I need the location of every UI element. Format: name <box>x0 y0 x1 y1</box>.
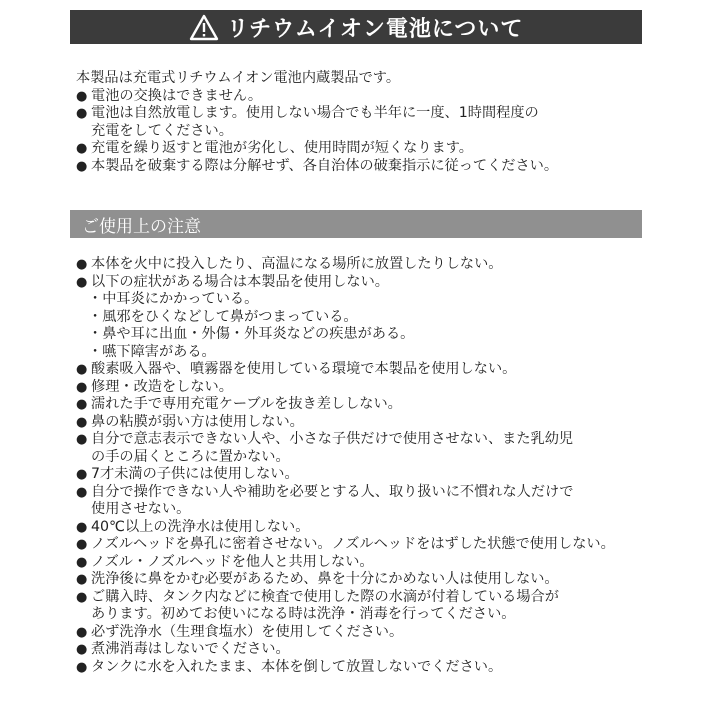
list-item: ● 本製品を破棄する際は分解せず、各自治体の破棄指示に従ってください。 <box>76 157 559 174</box>
sub-list-item: ・嚥下障害がある。 <box>88 343 216 360</box>
list-item-continuation: 充電をしてください。 <box>91 122 233 139</box>
bullet: ● <box>76 554 88 570</box>
sub-list-item: ・中耳炎にかかっている。 <box>88 291 259 307</box>
list-item: ● 電池の交換はできません。 <box>76 87 263 104</box>
battery-section-header <box>70 10 642 44</box>
list-item: ● ご購入時、タンク内などに検査で使用した際の水滴が付着している場合が <box>76 588 559 605</box>
bullet: ● <box>76 537 88 552</box>
warning-triangle-icon <box>189 14 219 41</box>
sub-list-item: ・鼻や耳に出血・外傷・外耳炎などの疾患がある。 <box>88 326 415 342</box>
list-item: ● 洗浄後に鼻をかむ必要があるため、鼻を十分にかめない人は使用しない。 <box>76 571 559 587</box>
bullet: ● <box>76 572 88 587</box>
usage-notes-block <box>76 256 653 676</box>
bullet: ● <box>76 397 88 412</box>
list-item: ● タンクに水を入れたまま、本体を倒して放置しないでください。 <box>76 658 503 675</box>
battery-intro: 本製品は充電式リチウムイオン電池内蔵製品です。 <box>76 70 401 86</box>
usage-notes-title: ご使用上の注意 <box>82 216 201 237</box>
bullet: ● <box>76 519 88 535</box>
list-item-continuation: の手の届くところに置かない。 <box>91 448 290 465</box>
bullet: ● <box>76 659 88 675</box>
sub-list-item: ・風邪をひくなどして鼻がつまっている。 <box>88 308 358 325</box>
bullet: ● <box>76 624 88 640</box>
bullet: ● <box>76 589 88 605</box>
list-item: ● 以下の症状がある場合は本製品を使用しない。 <box>76 273 389 290</box>
list-item: ● 充電を繰り返すと電池が劣化し、使用時間が短くなります。 <box>76 140 473 156</box>
list-item: ● 鼻の粘膜が弱い方は使用しない。 <box>76 413 304 430</box>
bullet: ● <box>76 362 88 377</box>
bullet: ● <box>76 432 88 447</box>
bullet: ● <box>76 88 88 104</box>
list-item-continuation: 使用させない。 <box>91 501 191 517</box>
bullet: ● <box>76 414 88 430</box>
list-item: ● ノズル・ノズルヘッドを他人と共用しない。 <box>76 553 374 570</box>
bullet: ● <box>76 257 88 272</box>
bullet: ● <box>76 141 88 156</box>
bullet: ● <box>76 106 88 121</box>
usage-notes-header <box>70 210 642 238</box>
list-item: ● 自分で意志表示できない人や、小さな子供だけで使用させない、また乳幼児 <box>76 431 574 447</box>
battery-info-block <box>76 70 653 175</box>
list-item: ● 電池は自然放電します。使用しない場合でも半年に一度、1時間程度の <box>76 105 539 121</box>
list-item: ● 濡れた手で専用充電ケーブルを抜き差ししない。 <box>76 396 402 412</box>
bullet: ● <box>76 467 88 482</box>
list-item: ● 酸素吸入器や、噴霧器を使用している環境で本製品を使用しない。 <box>76 361 517 377</box>
list-item: ● 自分で操作できない人や補助を必要とする人、取り扱いに不慣れな人だけで <box>76 483 574 500</box>
list-item: ● 本体を火中に投入したり、高温になる場所に放置したりしない。 <box>76 256 503 272</box>
battery-section-title: リチウムイオン電池について <box>226 16 524 42</box>
list-item-continuation: あります。初めてお使いになる時は洗浄・消毒を行ってください。 <box>91 606 516 622</box>
list-item: ● 煮沸消毒はしないでください。 <box>76 641 290 657</box>
list-item: ● 修理・改造をしない。 <box>76 378 233 395</box>
bullet: ● <box>76 642 88 657</box>
bullet: ● <box>76 158 88 174</box>
list-item: ● 40℃以上の洗浄水は使用しない。 <box>76 518 310 535</box>
list-item: ● 必ず洗浄水（生理食塩水）を使用してください。 <box>76 623 404 640</box>
list-item: ● 7才未満の子供には使用しない。 <box>76 466 299 482</box>
bullet: ● <box>76 379 88 395</box>
list-item: ● ノズルヘッドを鼻孔に密着させない。ノズルヘッドをはずした状態で使用しない。 <box>76 536 615 552</box>
bullet: ● <box>76 484 88 500</box>
bullet: ● <box>76 274 88 290</box>
